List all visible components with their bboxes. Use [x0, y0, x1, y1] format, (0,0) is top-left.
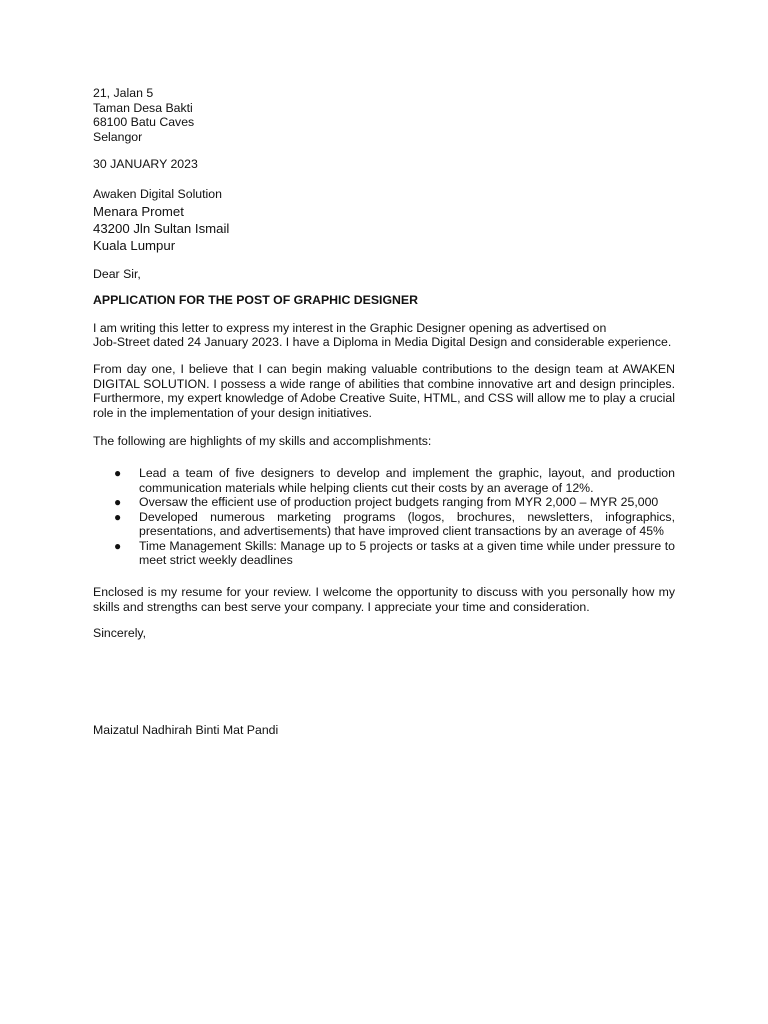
subject-line: APPLICATION FOR THE POST OF GRAPHIC DESIGNER: [93, 293, 418, 308]
recipient-address: [93, 186, 675, 255]
list-item-text: Developed numerous marketing programs (logos, brochures, newsletters, infographics, presentations, and advertisements) that have improved client transactions by an average of 45%: [139, 509, 675, 539]
letter-date: 30 JANUARY 2023: [93, 157, 198, 172]
sender-address-line: 21, Jalan 5: [93, 86, 154, 100]
sender-address-line: 68100 Batu Caves: [93, 115, 195, 130]
sender-address: [93, 86, 675, 144]
list-item: [93, 495, 675, 510]
sender-address-line: Taman Desa Bakti: [93, 100, 193, 115]
recipient-line: Kuala Lumpur: [93, 238, 176, 254]
recipient-line: 43200 Jln Sultan Ismail: [93, 221, 230, 237]
salutation: Dear Sir,: [93, 266, 141, 281]
bullet-icon: ●: [114, 509, 122, 524]
paragraph-enclosed: Enclosed is my resume for your review. I welcome the opportunity to discuss with you personally how my skills and strengths can best serve your company. I appreciate your time and consideration.: [93, 585, 675, 614]
paragraph-intro-line: Job-Street dated 24 January 2023. I have a Diploma in Media Digital Design and considerable experience.: [93, 335, 672, 350]
list-item-text: Lead a team of five designers to develop and implement the graphic, layout, and production communication materials while helping clients cut their costs by an average of 12%.: [139, 465, 675, 495]
signature-name: Maizatul Nadhirah Binti Mat Pandi: [93, 722, 279, 737]
recipient-line: Menara Promet: [93, 203, 184, 219]
list-item-text: Oversaw the efficient use of production project budgets ranging from MYR 2,000 – MYR 25,000: [139, 495, 659, 510]
letter-body: [93, 86, 675, 737]
bullet-icon: ●: [114, 465, 122, 480]
list-item: [93, 539, 675, 568]
paragraph-intro: [93, 321, 675, 350]
list-item: [93, 466, 675, 495]
bullet-icon: ●: [114, 538, 122, 553]
paragraph-contributions: From day one, I believe that I can begin making valuable contributions to the design team at AWAKEN DIGITAL SOLUTION. I possess a wide range of abilities that combine innovative art and design principles. Furthermore, my expert knowledge of Adobe Creative Suite, HTML, and CSS will allow me to play a crucial role in the implementation of your design initiatives.: [93, 361, 675, 420]
highlights-list: [93, 466, 675, 568]
sender-address-line: Selangor: [93, 129, 143, 144]
bullet-icon: ●: [114, 495, 122, 510]
recipient-line: Awaken Digital Solution: [93, 186, 222, 201]
paragraph-intro-line: I am writing this letter to express my interest in the Graphic Designer opening as advertised on: [93, 320, 607, 335]
list-item: [93, 510, 675, 539]
highlights-intro: The following are highlights of my skills and accomplishments:: [93, 434, 432, 449]
closing: Sincerely,: [93, 626, 147, 641]
list-item-text: Time Management Skills: Manage up to 5 projects or tasks at a given time while under pressure to meet strict weekly deadlines: [139, 538, 675, 568]
